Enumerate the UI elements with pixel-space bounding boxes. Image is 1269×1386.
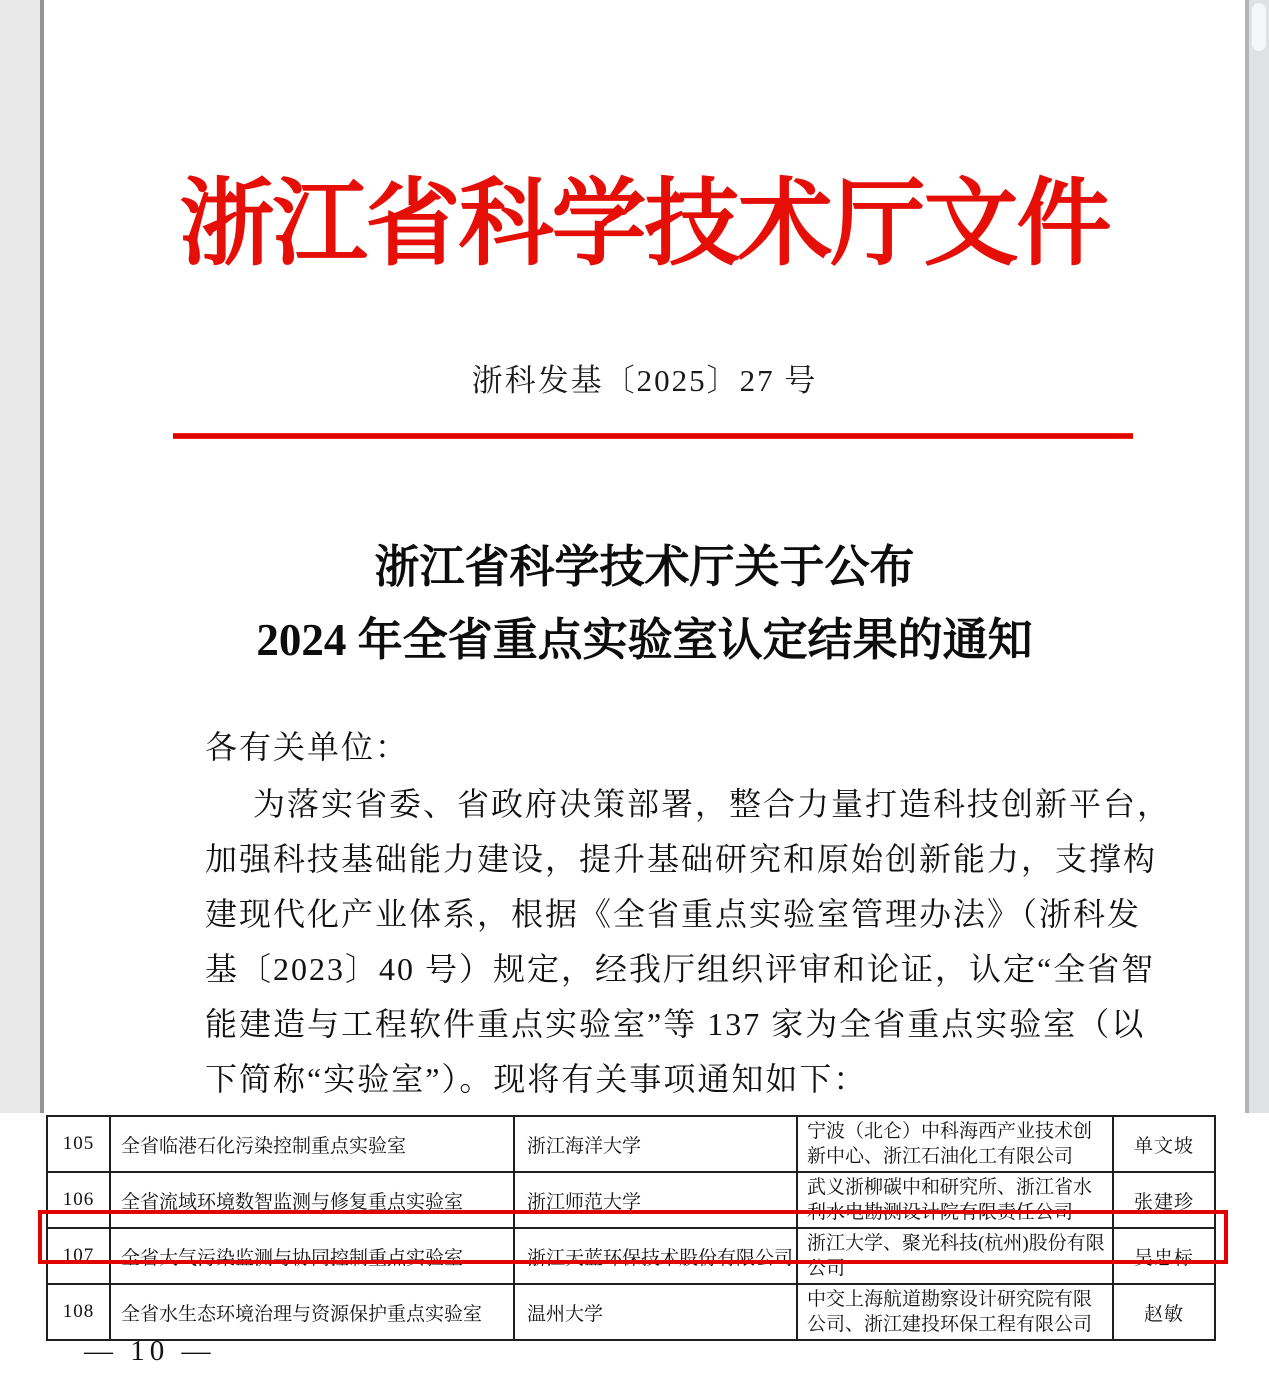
cell-lab-name: 全省流域环境数智监测与修复重点实验室 [110,1172,514,1228]
cell-lab-name: 全省大气污染监测与协同控制重点实验室 [110,1228,514,1284]
cell-host-institution: 浙江师范大学 [514,1172,797,1228]
cell-host-institution: 浙江天蓝环保技术股份有限公司 [514,1228,797,1284]
cell-lab-name: 全省水生态环境治理与资源保护重点实验室 [110,1284,514,1340]
table-row [47,1284,1215,1340]
cell-director: 赵敏 [1113,1284,1215,1340]
body-line: 能建造与工程软件重点实验室”等 137 家为全省重点实验室（以 [205,1006,1146,1042]
body-line: 建现代化产业体系，根据《全省重点实验室管理办法》（浙科发 [205,896,1142,932]
cell-partner-institutions: 武义浙柳碳中和研究所、浙江省水利水电勘测设计院有限责任公司 [797,1172,1113,1228]
table-row [47,1116,1215,1172]
cell-director: 吴忠标 [1113,1228,1215,1284]
scrollbar-thumb[interactable] [1252,3,1266,51]
page-number: — 10 — [84,1335,216,1367]
lab-results-table-section [0,1113,1269,1386]
notice-title-line2: 2024 年全省重点实验室认定结果的通知 [256,615,1033,665]
body-line: 加强科技基础能力建设，提升基础研究和原始创新能力，支撑构 [205,841,1158,877]
cell-lab-name: 全省临港石化污染控制重点实验室 [110,1116,514,1172]
cell-host-institution: 浙江海洋大学 [514,1116,797,1172]
cell-index: 107 [47,1228,110,1284]
agency-letterhead-title: 浙江省科学技术厅文件 [179,171,1110,277]
highlight-box-row-107 [38,1210,1228,1264]
scan-right-margin [1245,0,1269,1113]
cell-index: 105 [47,1116,110,1172]
cell-partner-institutions: 中交上海航道勘察设计研究院有限公司、浙江建投环保工程有限公司 [797,1284,1113,1340]
cell-partner-institutions: 浙江大学、聚光科技(杭州)股份有限公司 [797,1228,1113,1284]
cell-partner-institutions: 宁波（北仑）中科海西产业技术创新中心、浙江石油化工有限公司 [797,1116,1113,1172]
cell-director: 张建珍 [1113,1172,1215,1228]
scan-left-margin [0,0,44,1113]
body-paragraph [205,777,1172,1107]
cell-index: 106 [47,1172,110,1228]
red-separator-line [173,433,1133,439]
cell-director: 单文坡 [1113,1116,1215,1172]
document-number: 浙科发基〔2025〕27 号 [471,363,818,398]
notice-title [44,531,1245,677]
body-line: 基〔2023〕40 号）规定，经我厅组织评审和论证，认定“全省智 [205,951,1156,987]
body-line: 下简称“实验室”）。现将有关事项通知如下： [205,1061,868,1097]
cell-host-institution: 温州大学 [514,1284,797,1340]
cell-index: 108 [47,1284,110,1340]
notice-title-line1: 浙江省科学技术厅关于公布 [374,542,915,592]
salutation: 各有关单位： [205,729,410,765]
body-line: 为落实省委、省政府决策部署，整合力量打造科技创新平台， [253,786,1172,822]
